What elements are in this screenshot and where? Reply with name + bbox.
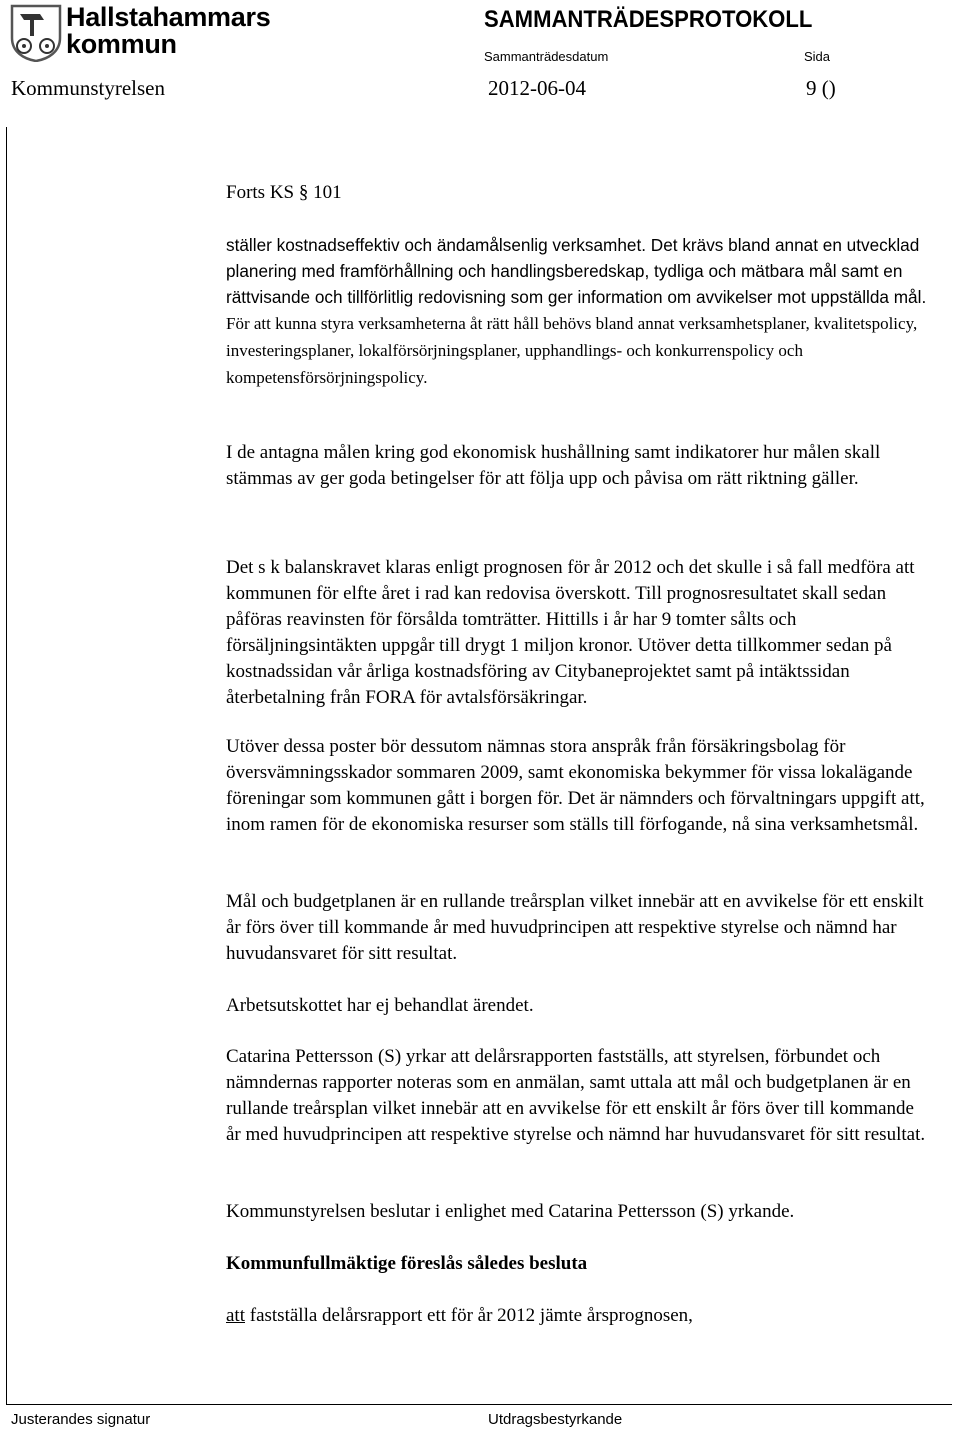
page-number: 9 () [806, 76, 836, 100]
paragraph-2: I de antagna målen kring god ekonomisk hushållning samt indikatorer hur målen skall stämmas av ger goda betingelser för att följa upp och påvisa om rätt riktning gäller. [226, 442, 881, 489]
paragraph-1a: ställer kostnadseffektiv och ändamålsenlig verksamhet. Det krävs bland annat en utvecklad planering med framförhållning och handlingsberedskap, tydliga och mätbara mål samt en rättvisande och tillförlitlig redovisning som ger information om avvikelser mot uppställda mål. [226, 235, 927, 307]
paragraph-4: Utöver dessa poster bör dessutom nämnas stora anspråk från försäkringsbolag för översvämningsskador sommaren 2009, samt ekonomiska bekymmer för vissa lokalägande föreningar som kommunen gått i borgen för. Det är nämnders och förvaltningars uppgift att, inom ramen för de ekonomiska resurser som ställs till förfogande, nå sina verksamhetsmål. [226, 736, 925, 835]
paragraph-5: Mål och budgetplanen är en rullande treårsplan vilket innebär att en avvikelse för ett enskilt år förs över till kommande år med huvudprincipen att respektive styrelse och nämnd har huvudansvaret för sitt resultat. [226, 891, 924, 964]
continuation-heading: Forts KS § 101 [226, 182, 342, 203]
decision-att: att [226, 1305, 245, 1326]
left-margin-line [6, 127, 7, 1405]
logo-line-1: Hallstahammars [66, 2, 271, 32]
date-label: Sammanträdesdatum [484, 49, 609, 64]
signature-label: Justerandes signatur [11, 1411, 151, 1428]
proposal-heading: Kommunfullmäktige föreslås således besluta [226, 1253, 588, 1274]
paragraph-6: Arbetsutskottet har ej behandlat ärendet. [226, 995, 534, 1016]
paragraph-1 [226, 232, 932, 391]
page-label: Sida [804, 49, 831, 64]
logo-line-2: kommun [66, 29, 177, 59]
decision-text: fastställa delårsrapport ett för år 2012 jämte årsprognosen, [245, 1305, 693, 1326]
decision-item [226, 1303, 932, 1329]
extract-label: Utdragsbestyrkande [488, 1411, 623, 1428]
paragraph-7: Catarina Pettersson (S) yrkar att delårsrapporten fastställs, att styrelsen, förbundet och nämndernas rapporter noteras som en anmälan, samt uttala att mål och budgetplanen är en rullande treårsplan vilket innebär att en avvikelse för ett enskilt år förs över till kommande år med huvudprincipen att respektive styrelse och nämnd har huvudansvaret för sitt resultat. [226, 1046, 926, 1145]
meeting-date: 2012-06-04 [488, 76, 586, 100]
footer-divider [6, 1404, 952, 1405]
paragraph-8: Kommunstyrelsen beslutar i enlighet med Catarina Pettersson (S) yrkande. [226, 1201, 795, 1222]
coat-of-arms-icon [10, 4, 62, 62]
body-name: Kommunstyrelsen [11, 76, 165, 100]
paragraph-3: Det s k balanskravet klaras enligt prognosen för år 2012 och det skulle i så fall medföra att kommunen för elfte året i rad kan redovisa överskott. Till prognosresultatet skall sedan påföras reavinsten för försålda tomträtter. Hittills i år har 9 tomter sålts och försäljningsintäkten uppgår till drygt 1 miljon kronor. Utöver detta tillkommer sedan på kostnadssidan vår årliga kostnadsföring av Citybaneprojektet samt på intäktssidan återbetalning från FORA för avtalsförsäkringar. [226, 557, 915, 708]
document-title: SAMMANTRÄDESPROTOKOLL [484, 6, 813, 33]
logo-wordmark [66, 4, 270, 58]
paragraph-1b: För att kunna styra verksamheterna åt rätt håll behövs bland annat verksamhetsplaner, kvalitetspolicy, investeringsplaner, lokalförsörjningsplaner, upphandlings- och konkurrenspolicy och kompetensförsörjningspolicy. [226, 314, 918, 387]
